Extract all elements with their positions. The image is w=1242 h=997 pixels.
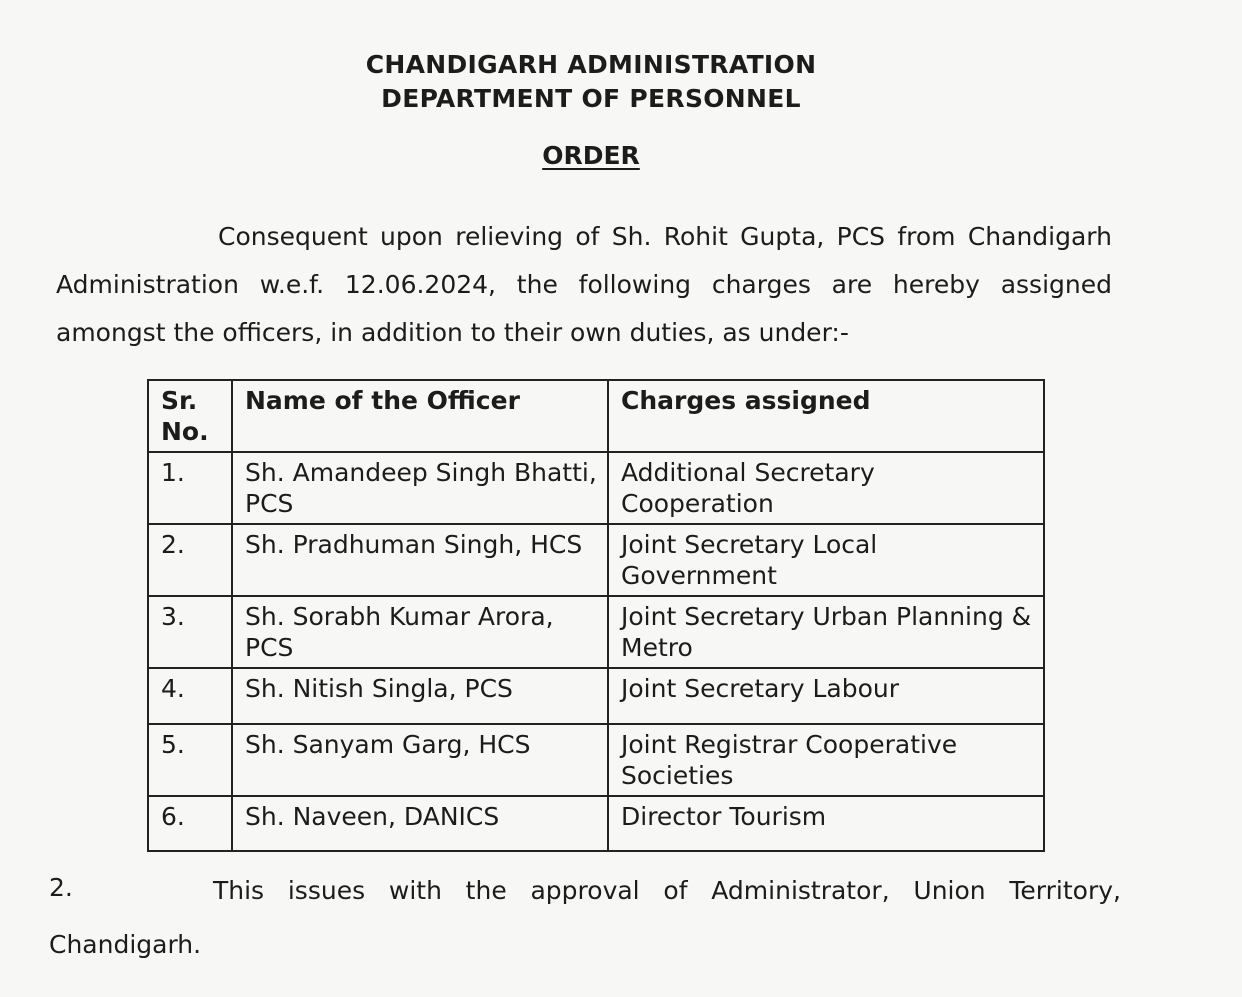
table-row xyxy=(148,796,1044,851)
cell-sr-no: 6. xyxy=(148,796,232,851)
table-row xyxy=(148,724,1044,796)
table-row xyxy=(148,452,1044,524)
charges-table xyxy=(147,379,1045,852)
department-name: DEPARTMENT OF PERSONNEL xyxy=(381,84,801,113)
cell-sr-no: 2. xyxy=(148,524,232,596)
cell-charge: Joint Secretary Local Government xyxy=(608,524,1044,596)
order-paragraph-1: Consequent upon relieving of Sh. Rohit Gupta, PCS from Chandigarh Administration w.e.f. 12.06.2024, the following charges are hereby assigned amongst the officers, in addition to their own duties, as under:- xyxy=(56,222,1112,347)
paragraph-2-number: 2. xyxy=(49,873,73,902)
cell-sr-no: 3. xyxy=(148,596,232,668)
table-row xyxy=(148,524,1044,596)
column-header-charges: Charges assigned xyxy=(608,380,1044,452)
cell-officer: Sh. Sanyam Garg, HCS xyxy=(232,724,608,796)
cell-charge: Joint Secretary Urban Planning & Metro xyxy=(608,596,1044,668)
cell-charge: Additional Secretary Cooperation xyxy=(608,452,1044,524)
table-header-row xyxy=(148,380,1044,452)
cell-sr-no: 4. xyxy=(148,668,232,724)
table-row xyxy=(148,668,1044,724)
cell-officer: Sh. Nitish Singla, PCS xyxy=(232,668,608,724)
cell-officer: Sh. Pradhuman Singh, HCS xyxy=(232,524,608,596)
organization-name: CHANDIGARH ADMINISTRATION xyxy=(365,50,817,79)
cell-officer: Sh. Sorabh Kumar Arora, PCS xyxy=(232,596,608,668)
cell-officer: Sh. Amandeep Singh Bhatti, PCS xyxy=(232,452,608,524)
column-header-sr-no: Sr. No. xyxy=(148,380,232,452)
cell-sr-no: 5. xyxy=(148,724,232,796)
column-header-officer: Name of the Officer xyxy=(232,380,608,452)
order-title xyxy=(0,141,1182,170)
order-paragraph-2: This issues with the approval of Administrator, Union Territory, Chandigarh. xyxy=(49,876,1121,959)
cell-charge: Joint Secretary Labour xyxy=(608,668,1044,724)
cell-officer: Sh. Naveen, DANICS xyxy=(232,796,608,851)
order-title-text: ORDER xyxy=(542,141,640,170)
table-row xyxy=(148,596,1044,668)
cell-sr-no: 1. xyxy=(148,452,232,524)
cell-charge: Director Tourism xyxy=(608,796,1044,851)
cell-charge: Joint Registrar Cooperative Societies xyxy=(608,724,1044,796)
